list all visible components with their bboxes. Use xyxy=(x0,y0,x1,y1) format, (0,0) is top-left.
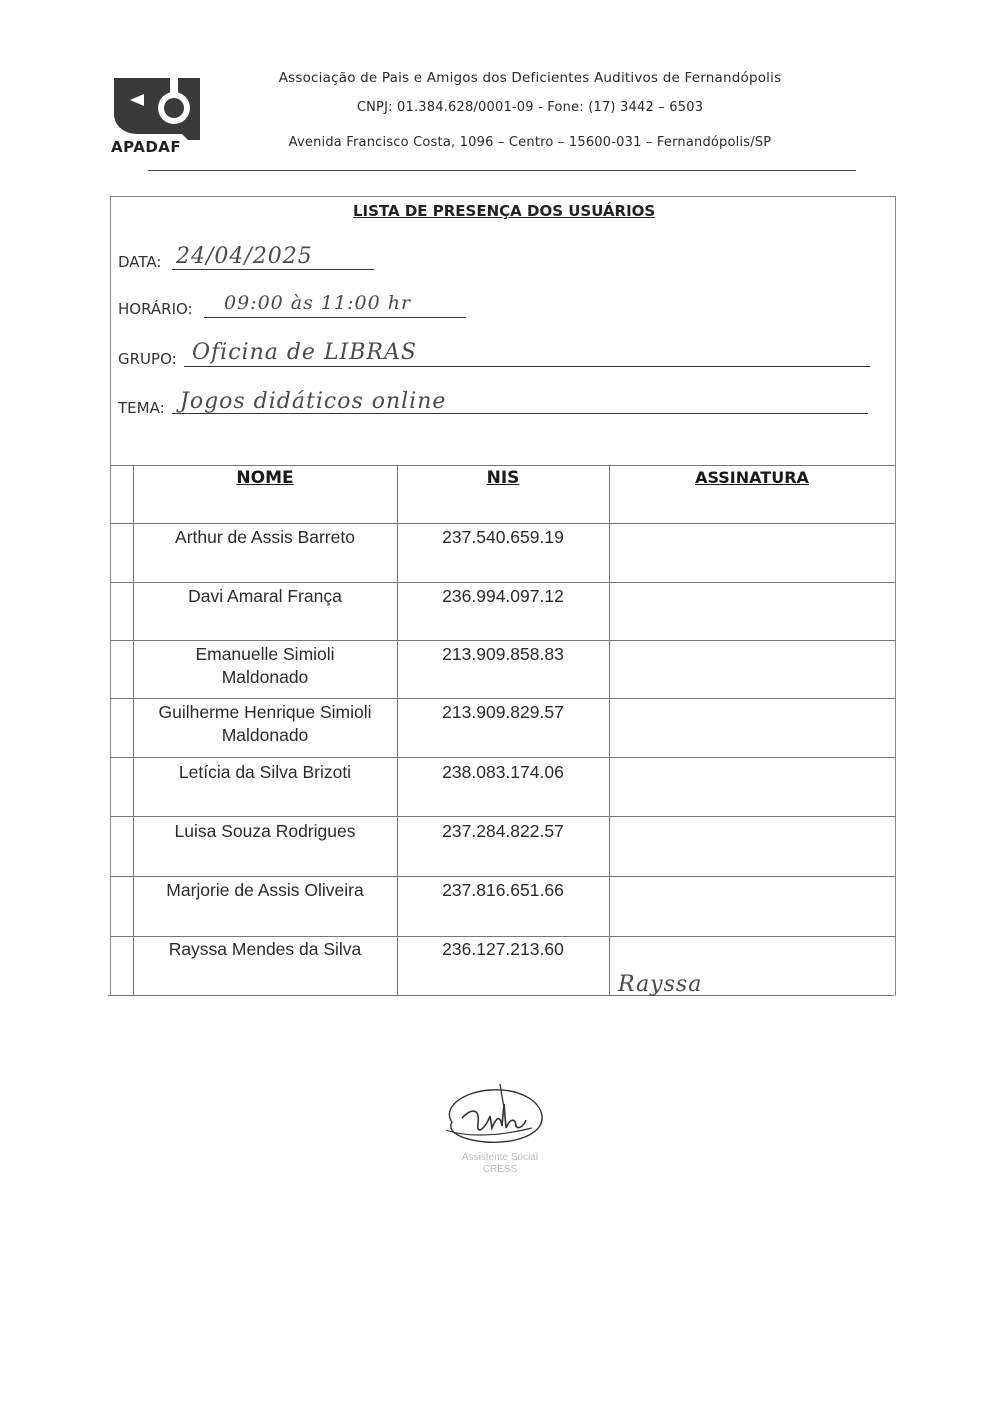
row-nis: 213.909.829.57 xyxy=(442,702,564,722)
theme-value[interactable]: Jogos didáticos online xyxy=(180,389,447,414)
row-name: Davi Amaral França xyxy=(188,586,342,606)
row-divider xyxy=(110,582,896,583)
row-name: Emanuelle Simioli Maldonado xyxy=(195,644,335,687)
row-divider xyxy=(110,757,896,758)
row-nis: 236.994.097.12 xyxy=(442,586,564,606)
row-name: Arthur de Assis Barreto xyxy=(175,527,355,547)
column-header-name: NOME xyxy=(236,468,294,488)
row-name: Rayssa Mendes da Silva xyxy=(168,939,362,959)
cnpj-line: CNPJ: 01.384.628/0001-09 - Fone: (17) 3442 – 6503 xyxy=(356,100,704,115)
row-divider xyxy=(110,936,896,937)
date-label: DATA: xyxy=(118,253,162,271)
header-divider xyxy=(148,170,856,171)
column-divider xyxy=(609,465,610,995)
stamp-line: CRESS xyxy=(482,1164,518,1175)
date-line xyxy=(172,269,374,270)
row-nis: 237.816.651.66 xyxy=(442,880,564,900)
row-name: Letícia da Silva Brizoti xyxy=(178,762,352,782)
theme-label: TEMA: xyxy=(118,399,165,417)
form-title: LISTA DE PRESENÇA DOS USUÁRIOS xyxy=(353,202,656,220)
row-signature[interactable]: Rayssa xyxy=(618,972,703,997)
org-name: Associação de Pais e Amigos dos Deficientes Auditivos de Fernandópolis xyxy=(278,70,782,86)
row-nis: 213.909.858.83 xyxy=(442,644,564,664)
group-value[interactable]: Oficina de LIBRAS xyxy=(192,340,417,365)
column-header-signature: ASSINATURA xyxy=(695,468,809,487)
signature-scribble xyxy=(432,1078,562,1158)
row-name: Marjorie de Assis Oliveira xyxy=(166,880,364,900)
row-name: Guilherme Henrique Simioli Maldonado xyxy=(158,702,372,745)
time-label: HORÁRIO: xyxy=(118,300,193,318)
column-header-nis: NIS xyxy=(486,468,520,488)
stamp-line: Assistente Social xyxy=(461,1152,539,1163)
group-label: GRUPO: xyxy=(118,350,177,368)
row-divider xyxy=(110,816,896,817)
table-header-border xyxy=(110,523,896,524)
time-value[interactable]: 09:00 às 11:00 hr xyxy=(224,292,412,314)
date-value[interactable]: 24/04/2025 xyxy=(176,244,313,269)
logo-text: APADAF xyxy=(111,138,182,156)
row-name: Luisa Souza Rodrigues xyxy=(174,821,356,841)
table-bottom-border xyxy=(108,995,894,996)
row-divider xyxy=(110,876,896,877)
row-nis: 237.284.822.57 xyxy=(442,821,564,841)
signature-stamp xyxy=(400,1152,600,1176)
row-divider xyxy=(110,640,896,641)
row-nis: 236.127.213.60 xyxy=(442,939,564,959)
row-nis: 237.540.659.19 xyxy=(442,527,564,547)
table-top-border xyxy=(110,465,896,466)
row-divider xyxy=(110,698,896,699)
address-line: Avenida Francisco Costa, 1096 – Centro – 15600-031 – Fernandópolis/SP xyxy=(288,135,772,150)
row-nis: 238.083.174.06 xyxy=(442,762,564,782)
time-line xyxy=(204,317,466,318)
group-line xyxy=(184,366,870,367)
